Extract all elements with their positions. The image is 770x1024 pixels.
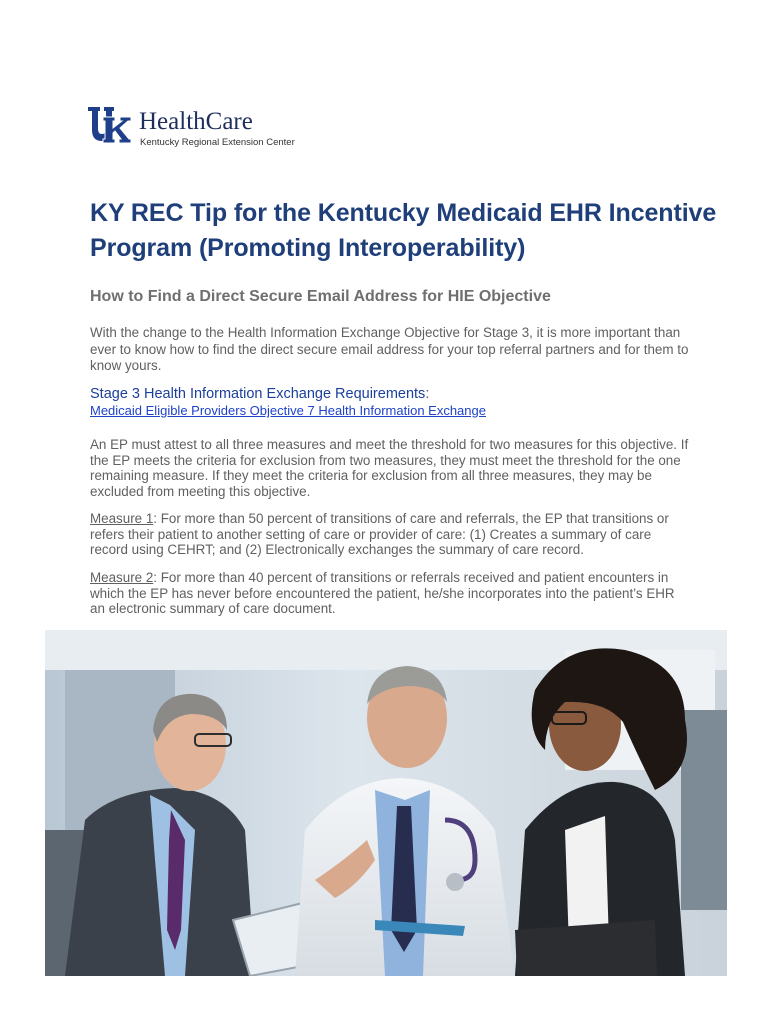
document-title: KY REC Tip for the Kentucky Medicaid EHR Incentive Program (Promoting Interoperability) (90, 199, 717, 262)
measure-1-paragraph (90, 511, 690, 558)
uk-logo-mark (86, 103, 132, 147)
requirements-heading-colon: : (425, 386, 430, 402)
measure-1-label: Measure 1 (90, 511, 154, 526)
objective-7-link[interactable]: Medicaid Eligible Providers Objective 7 Health Information Exchange (90, 403, 486, 418)
measure-2-text: : For more than 40 percent of transitions or referrals received and patient encounters in which the EP has never before encountered the patient, he/she incorporates into the patient’s EHR an electronic summary of care document. (90, 570, 675, 616)
intro-paragraph: With the change to the Health Information Exchange Objective for Stage 3, it is more important than ever to know how to find the direct secure email address for your top referral partners and for them to know yours. (90, 325, 689, 373)
requirements-heading (90, 386, 429, 402)
measure-1-text: : For more than 50 percent of transitions of care and referrals, the EP that transitions or refers their patient to another setting of care or provider of care: (1) Creates a summary of care record using CEHRT; and (2) Electronically exchanges the summary of care record. (90, 511, 669, 557)
clinicians-photo (45, 630, 727, 976)
attest-paragraph: An EP must attest to all three measures and meet the threshold for two measures for this objective. If the EP meets the criteria for exclusion from two measures, they must meet the threshold for the one remaining measure. If they meet the criteria for exclusion from all three measures, they may be excluded from meeting this objective. (90, 437, 689, 499)
document-subtitle: How to Find a Direct Secure Email Address for HIE Objective (90, 288, 551, 305)
logo-name: HealthCare (139, 108, 253, 135)
measure-2-paragraph (90, 570, 690, 617)
clinicians-illustration (45, 630, 727, 976)
uk-healthcare-logo (86, 103, 306, 149)
requirements-heading-text: Stage 3 Health Information Exchange Requirements (90, 386, 426, 402)
logo-subtitle: Kentucky Regional Extension Center (140, 137, 295, 148)
measure-2-label: Measure 2 (90, 570, 154, 585)
